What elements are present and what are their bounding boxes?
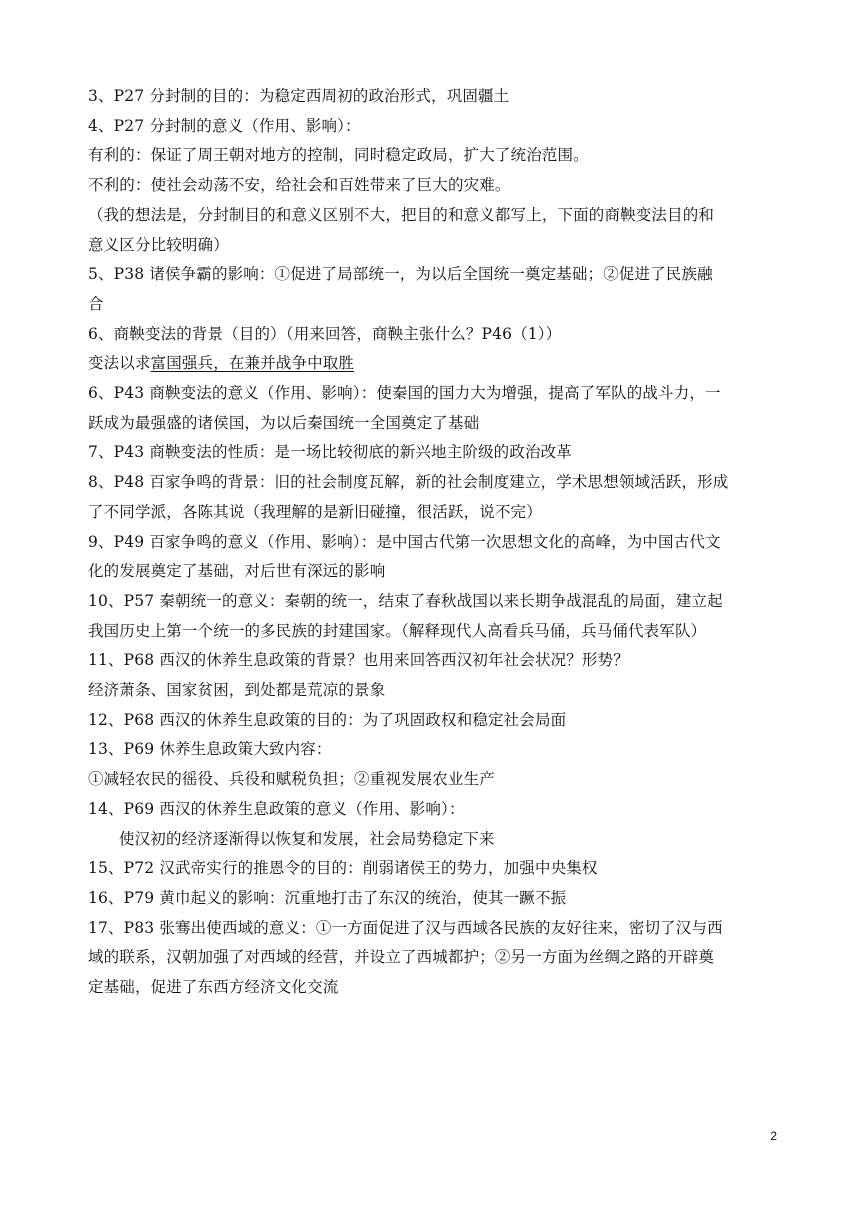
text-line: 12、P68 西汉的休养生息政策的目的：为了巩固政权和稳定社会局面 [88,710,567,729]
text-line: 8、P48 百家争鸣的背景：旧的社会制度瓦解，新的社会制度建立，学术思想领域活跃，形成 [88,473,729,492]
text-span: 变法以求 [88,354,151,373]
text-line: 有利的：保证了周王朝对地方的控制，同时稳定政局，扩大了统治范围。 [88,146,589,165]
text-line: 16、P79 黄巾起义的影响：沉重地打击了东汉的统治，使其一蹶不振 [88,888,567,907]
text-line: 经济萧条、国家贫困，到处都是荒凉的景象 [88,681,386,700]
text-line: 使汉初的经济逐渐得以恢复和发展，社会局势稳定下来 [119,829,495,848]
text-line: 跃成为最强盛的诸侯国，为以后秦国统一全国奠定了基础 [88,413,480,432]
text-line: 14、P69 西汉的休养生息政策的意义（作用、影响）： [88,799,465,818]
underlined-text: 富国强兵，在兼并战争中取胜 [150,354,355,373]
text-line: 13、P69 休养生息政策大致内容： [88,740,332,759]
text-line: 我国历史上第一个统一的多民族的封建国家。（解释现代人高看兵马俑，兵马俑代表军队） [88,621,707,640]
text-line: 不利的：使社会动荡不安，给社会和百姓带来了巨大的灾难。 [88,176,511,195]
text-line: 4、P27 分封制的意义（作用、影响）： [88,116,361,135]
page-number: 2 [770,1129,777,1143]
text-line: 5、P38 诸侯争霸的影响：①促进了局部统一，为以后全国统一奠定基础；②促进了民族融 [88,265,713,284]
text-line: 化的发展奠定了基础，对后世有深远的影响 [88,562,386,581]
text-line: 17、P83 张骞出使西域的意义：①一方面促进了汉与西域各民族的友好往来，密切了汉与西 [88,918,723,937]
text-line: 定基础，促进了东西方经济文化交流 [88,978,339,997]
document-page [88,82,778,1003]
text-line: 7、P43 商鞅变法的性质：是一场比较彻底的新兴地主阶级的政治改革 [88,443,572,462]
text-line: 15、P72 汉武帝实行的推恩令的目的：削弱诸侯王的势力，加强中央集权 [88,859,598,878]
text-line: 域的联系，汉朝加强了对西域的经营，并设立了西城都护；②另一方面为丝绸之路的开辟奠 [88,948,715,967]
text-line: 合 [88,294,104,313]
text-line: 意义区分比较明确） [88,235,229,254]
text-line: 9、P49 百家争鸣的意义（作用、影响）：是中国古代第一次思想文化的高峰，为中国古代文 [88,532,721,551]
text-line: 6、商鞅变法的背景（目的）（用来回答，商鞅主张什么？P46（1）） [88,324,562,343]
text-line: ①减轻农民的徭役、兵役和赋税负担；②重视发展农业生产 [88,770,495,789]
text-line: 了不同学派，各陈其说（我理解的是新旧碰撞，很活跃，说不完） [88,502,542,521]
text-line: 3、P27 分封制的目的：为稳定西周初的政治形式，巩固疆土 [88,87,510,105]
text-line: 6、P43 商鞅变法的意义（作用、影响）：使秦国的国力大为增强，提高了军队的战斗力，一 [88,384,721,403]
text-line: （我的想法是，分封制目的和意义区别不大，把目的和意义都写上，下面的商鞅变法目的和 [88,205,715,224]
text-line: 11、P68 西汉的休养生息政策的背景？也用来回答西汉初年社会状况？形势？ [88,651,629,670]
text-line [88,349,778,379]
text-line: 10、P57 秦朝统一的意义：秦朝的统一，结束了春秋战国以来长期争战混乱的局面，建立起 [88,591,723,610]
